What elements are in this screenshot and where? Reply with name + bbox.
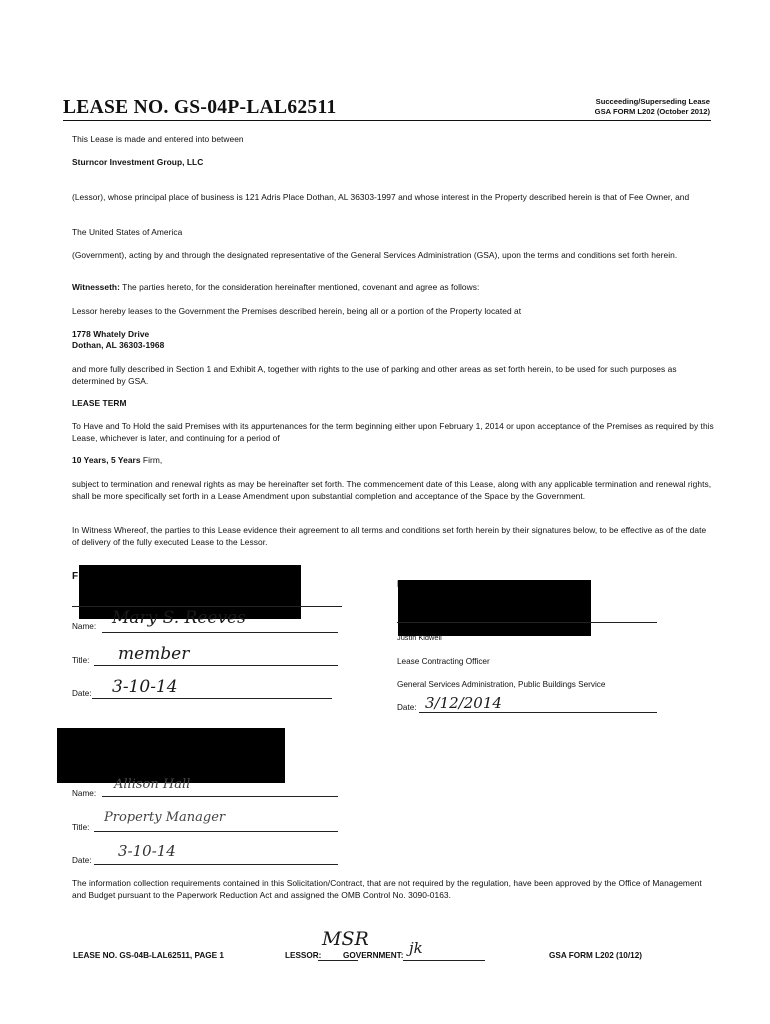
- witnesseth-rest: The parties hereto, for the consideration hereinafter mentioned, covenant and agree as follows:: [119, 282, 480, 292]
- lease-number-title: LEASE NO. GS-04P-LAL62511: [63, 97, 337, 118]
- witnesseth-text: [72, 282, 714, 294]
- government-description: (Government), acting by and through the designated representative of the General Services Administration (GSA), upon the terms and conditions set forth herein.: [72, 250, 678, 260]
- lease-grant-text: Lessor hereby leases to the Government the Premises described herein, being all or a portion of the Property located at: [72, 306, 522, 316]
- agency-name: General Services Administration, Public Buildings Service: [397, 680, 606, 689]
- footer-government-initials: jk: [409, 939, 423, 957]
- handwritten-title: member: [118, 644, 190, 664]
- lessor-description: (Lessor), whose principal place of business is 121 Adris Place Dothan, AL 36303-1997 and whose interest in the Property described herein is that of Fee Owner, and: [72, 192, 690, 202]
- form-line-1: Succeeding/Superseding Lease: [595, 97, 710, 106]
- government-name: The United States of America: [72, 227, 183, 237]
- footer-lease-page: LEASE NO. GS-04B-LAL62511, PAGE 1: [73, 951, 224, 960]
- lease-term-text: To Have and To Hold the said Premises with its appurtenances for the term beginning either upon February 1, 2014 or upon acceptance of the Premises as required by this Lease, whichever is later, and continuing for a period of: [72, 421, 714, 443]
- lessor-name: Sturncor Investment Group, LLC: [72, 157, 204, 167]
- name-line: [102, 632, 338, 633]
- date-label: Date:: [72, 689, 92, 698]
- form-line-2: GSA FORM L202 (October 2012): [594, 106, 710, 116]
- term-length: [72, 455, 162, 467]
- property-description: and more fully described in Section 1 and Exhibit A, together with rights to the use of parking and other areas as set forth herein, to be used for such purposes as determined by GSA.: [72, 364, 677, 386]
- date-line: [92, 698, 332, 699]
- lessor-initials-line: [318, 960, 358, 961]
- title-rule: [63, 120, 711, 121]
- witness-title-label: Title:: [72, 823, 90, 832]
- redaction-box: [398, 580, 591, 636]
- witness-date-line: [94, 864, 338, 865]
- title-line: [94, 665, 338, 666]
- officer-name: Justin Kidwell: [397, 633, 442, 642]
- signature-line: [397, 622, 657, 623]
- witness-name-line: [102, 796, 338, 797]
- redaction-box: [57, 728, 285, 783]
- handwritten-witness-date: 3-10-14: [118, 842, 176, 860]
- footer-form-number: GSA FORM L202 (10/12): [549, 951, 642, 960]
- handwritten-witness-title: Property Manager: [104, 810, 226, 825]
- handwritten-gov-date: 3/12/2014: [425, 694, 502, 712]
- omb-notice: The information collection requirements contained in this Solicitation/Contract, that are not required by the regulation, have been approved by the Office of Management and Budget pursuant to the Paperwork Reduction Act and assigned the OMB Control No. 3090-0163.: [72, 878, 702, 900]
- form-identifier: [595, 97, 710, 116]
- lease-term-heading: LEASE TERM: [72, 398, 127, 408]
- witness-title-line: [94, 831, 338, 832]
- witness-whereof-text: In Witness Whereof, the parties to this Lease evidence their agreement to all terms and conditions set forth herein by their signatures below, to be effective as of the date of delivery of the fully executed Lease to the Lessor.: [72, 525, 707, 547]
- intro-text: This Lease is made and entered into between: [72, 134, 244, 144]
- handwritten-witness-name: Allison Hall: [114, 777, 191, 792]
- signature-line: [72, 606, 342, 607]
- handwritten-name: Mary S. Reeves: [112, 608, 246, 628]
- name-label: Name:: [72, 622, 97, 631]
- handwritten-date: 3-10-14: [112, 677, 178, 697]
- term-years: 10 Years, 5 Years: [72, 455, 141, 465]
- footer-government-label: GOVERNMENT:: [343, 951, 404, 960]
- lessor-heading-fragment: F: [72, 571, 79, 582]
- termination-text: subject to termination and renewal rights as may be hereinafter set forth. The commencement date of this Lease, along with any applicable termination and renewal rights, shall be more specifically set forth in a Lease Amendment upon substantial completion and acceptance of the Space by the Government.: [72, 479, 712, 501]
- witnesseth-label: Witnesseth:: [72, 282, 120, 292]
- term-rest: Firm,: [140, 455, 163, 465]
- witness-name-label: Name:: [72, 789, 97, 798]
- gov-date-line: [419, 712, 657, 713]
- footer-lessor-initials: MSR: [322, 928, 369, 950]
- property-address-line-1: 1778 Whately Drive: [72, 329, 150, 339]
- witness-date-label: Date:: [72, 856, 92, 865]
- property-address-line-2: Dothan, AL 36303-1968: [72, 340, 165, 350]
- officer-title: Lease Contracting Officer: [397, 657, 490, 666]
- gov-date-label: Date:: [397, 703, 417, 712]
- footer-lessor-label: LESSOR:: [285, 951, 322, 960]
- government-initials-line: [403, 960, 485, 961]
- title-label: Title:: [72, 656, 90, 665]
